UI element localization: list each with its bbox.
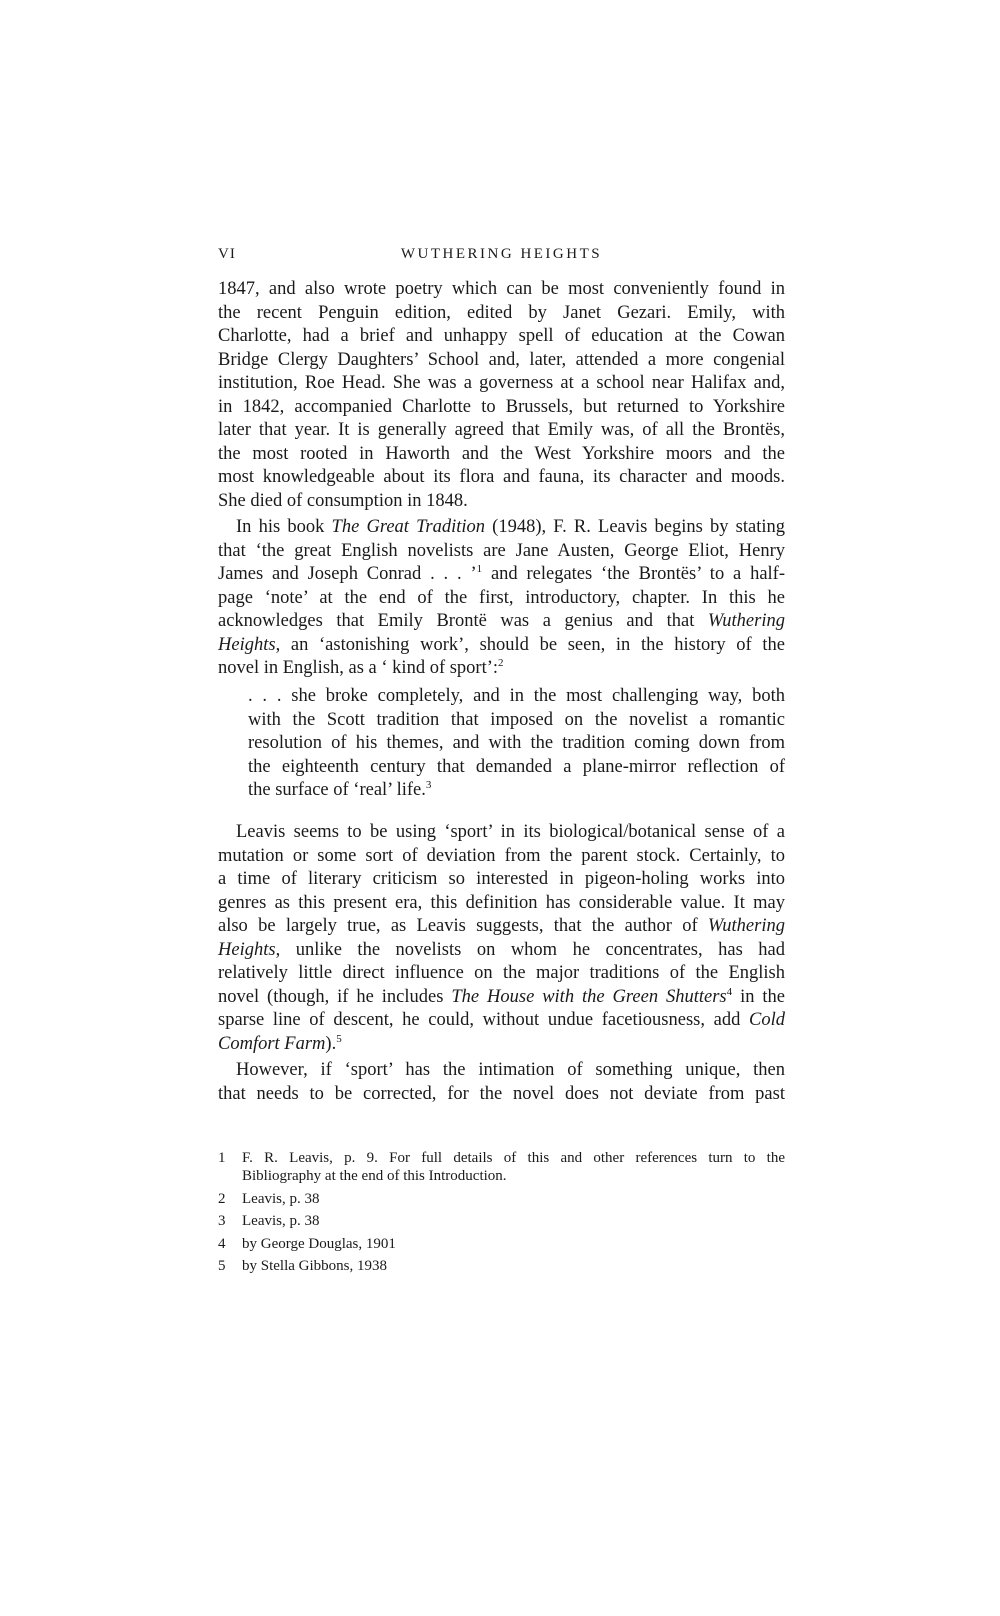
italic-title: Heights bbox=[218, 634, 276, 655]
text-span: However, if ‘sport’ has the intimation of something unique, then bbox=[236, 1060, 785, 1080]
footnote-number: 3 bbox=[218, 1213, 226, 1229]
italic-title: Wuthering bbox=[707, 916, 785, 936]
text-line bbox=[248, 685, 785, 709]
footnote bbox=[218, 1190, 785, 1208]
italic-title: The House with the Green Shutters bbox=[451, 986, 727, 1007]
paragraph-1 bbox=[218, 278, 785, 513]
text-span: with the Scott tradition that imposed on the novelist a romantic bbox=[248, 709, 785, 730]
text-span: the most rooted in Haworth and the West Yorkshire moors and the bbox=[218, 443, 785, 464]
text-line bbox=[218, 1083, 785, 1107]
footnote-ref: 3 bbox=[425, 779, 432, 791]
footnote-number: 5 bbox=[218, 1258, 226, 1274]
text-span: (1948), F. R. Leavis begins by stating bbox=[485, 517, 785, 537]
text-line bbox=[218, 443, 785, 467]
text-line bbox=[218, 419, 785, 443]
text-span: that needs to be corrected, for the novel does not deviate from past bbox=[218, 1083, 785, 1104]
text-line bbox=[218, 845, 785, 869]
text-span: page ‘note’ at the end of the first, introductory, chapter. In this he bbox=[218, 587, 785, 608]
text-span: Leavis seems to be using ‘sport’ in its biological/botanical sense of a bbox=[236, 822, 785, 842]
text-span: later that year. It is generally agreed that Emily was, of all the Brontës, bbox=[218, 420, 785, 440]
footnote-ref: 5 bbox=[336, 1032, 342, 1045]
footnote-number: 1 bbox=[218, 1150, 226, 1166]
footnote bbox=[218, 1235, 785, 1253]
text-span: a time of literary criticism so interested in pigeon-holing works into bbox=[218, 869, 785, 889]
footnote-ref: 4 bbox=[726, 985, 733, 998]
text-span: institution, Roe Head. She was a governess at a school near Halifax and, bbox=[218, 373, 785, 393]
text-line bbox=[218, 1009, 785, 1033]
footnote-text bbox=[242, 1149, 785, 1185]
text-span: James and Joseph Conrad . . . ’ bbox=[218, 564, 477, 584]
footnote-number: 2 bbox=[218, 1191, 226, 1207]
text-line bbox=[218, 915, 785, 939]
paragraph-2 bbox=[218, 516, 785, 681]
block-quote bbox=[248, 685, 785, 803]
text-span: novel in English, as a ‘ kind of sport’: bbox=[218, 658, 499, 678]
footnote-number: 4 bbox=[218, 1236, 226, 1252]
text-span: relatively little direct influence on the major traditions of the English bbox=[218, 963, 785, 983]
text-line bbox=[218, 563, 785, 587]
footnote-ref: 2 bbox=[498, 657, 504, 669]
text-line bbox=[248, 732, 785, 756]
text-line bbox=[218, 939, 785, 963]
text-line bbox=[248, 756, 785, 780]
text-span: the surface of ‘real’ life. bbox=[248, 780, 426, 800]
paragraph-3 bbox=[218, 821, 785, 1056]
text-line bbox=[218, 540, 785, 564]
text-span: novel (though, if he includes bbox=[218, 986, 452, 1007]
text-line bbox=[218, 868, 785, 892]
text-line bbox=[218, 325, 785, 349]
text-line bbox=[248, 709, 785, 733]
text-line bbox=[218, 892, 785, 916]
italic-title: Comfort Farm bbox=[218, 1033, 326, 1054]
text-line bbox=[218, 1059, 785, 1083]
text-line bbox=[218, 278, 785, 302]
text-span: , unlike the novelists on whom he concentrates, has had bbox=[275, 939, 785, 960]
text-span: and relegates ‘the Brontës’ to a half- bbox=[482, 564, 785, 584]
italic-title: Heights bbox=[218, 939, 276, 960]
text-span: 1847, and also wrote poetry which can be most conveniently found in bbox=[218, 279, 785, 299]
footnote bbox=[218, 1212, 785, 1230]
footnote bbox=[218, 1257, 785, 1275]
text-line bbox=[218, 349, 785, 373]
running-head-title: WUTHERING HEIGHTS bbox=[400, 246, 603, 262]
text-span: also be largely true, as Leavis suggests, that the author of bbox=[218, 916, 708, 936]
text-span: the eighteenth century that demanded a plane-mirror reflection of bbox=[248, 756, 785, 777]
text-line bbox=[218, 302, 785, 326]
text-line bbox=[218, 821, 785, 845]
text-span: mutation or some sort of deviation from the parent stock. Certainly, to bbox=[218, 845, 785, 866]
text-span: the recent Penguin edition, edited by Janet Gezari. Emily, with bbox=[218, 302, 785, 323]
text-span: In his book bbox=[236, 517, 332, 537]
page-number: VI bbox=[218, 246, 236, 262]
text-line bbox=[218, 986, 785, 1010]
text-span: . . . she broke completely, and in the most challenging way, both bbox=[248, 686, 785, 706]
text-span: Bridge Clergy Daughters’ School and, later, attended a more congenial bbox=[218, 349, 785, 370]
paragraph-4 bbox=[218, 1059, 785, 1106]
text-span: in the bbox=[732, 986, 785, 1007]
footnote-line: by George Douglas, 1901 bbox=[242, 1236, 396, 1252]
footnote-ref: 1 bbox=[476, 563, 483, 575]
text-span: She died of consumption in 1848. bbox=[218, 490, 468, 511]
footnote-text bbox=[242, 1212, 785, 1230]
text-span: in 1842, accompanied Charlotte to Brussels, but returned to Yorkshire bbox=[218, 396, 785, 417]
italic-title: Wuthering bbox=[707, 611, 785, 631]
text-line bbox=[218, 587, 785, 611]
footnote-line: Leavis, p. 38 bbox=[242, 1191, 320, 1207]
text-line bbox=[218, 466, 785, 490]
text-line bbox=[218, 657, 785, 681]
footnote-line: Leavis, p. 38 bbox=[242, 1213, 320, 1229]
text-line bbox=[218, 372, 785, 396]
footnote-line: F. R. Leavis, p. 9. For full details of this and other references turn to the bbox=[242, 1150, 785, 1166]
italic-title: Cold bbox=[749, 1010, 785, 1030]
running-header bbox=[218, 246, 785, 270]
text-span: genres as this present era, this definition has considerable value. It may bbox=[218, 892, 785, 913]
footnote-text bbox=[242, 1257, 785, 1275]
text-span: that ‘the great English novelists are Jane Austen, George Eliot, Henry bbox=[218, 540, 785, 561]
text-span: Charlotte, had a brief and unhappy spell of education at the Cowan bbox=[218, 326, 785, 346]
text-line bbox=[218, 396, 785, 420]
text-line bbox=[218, 1033, 785, 1057]
footnote bbox=[218, 1149, 785, 1185]
text-span: ). bbox=[325, 1033, 337, 1054]
footnote-line: Bibliography at the end of this Introduction. bbox=[242, 1168, 507, 1184]
text-span: , an ‘astonishing work’, should be seen, in the history of the bbox=[275, 634, 785, 655]
text-line bbox=[218, 962, 785, 986]
text-line bbox=[218, 490, 785, 514]
text-line bbox=[248, 779, 785, 803]
text-span: most knowledgeable about its flora and fauna, its character and moods. bbox=[218, 467, 785, 487]
footnote-line: by Stella Gibbons, 1938 bbox=[242, 1258, 387, 1274]
text-span: sparse line of descent, he could, without undue facetiousness, add bbox=[218, 1010, 750, 1030]
text-span: acknowledges that Emily Brontë was a genius and that bbox=[218, 611, 708, 631]
footnote-text bbox=[242, 1190, 785, 1208]
text-line bbox=[218, 516, 785, 540]
footnote-text bbox=[242, 1235, 785, 1253]
italic-title: The Great Tradition bbox=[331, 517, 485, 537]
text-span: resolution of his themes, and with the tradition coming down from bbox=[248, 733, 785, 753]
text-line bbox=[218, 634, 785, 658]
text-line bbox=[218, 610, 785, 634]
